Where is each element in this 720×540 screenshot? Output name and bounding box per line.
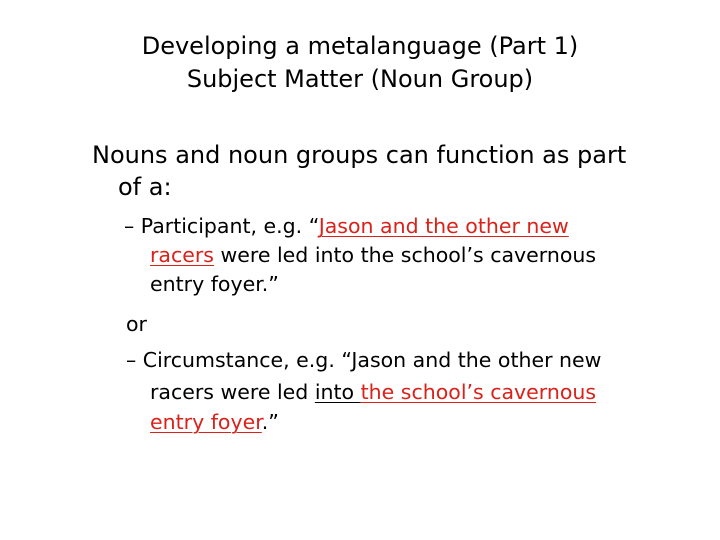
bullet-2-prefix: Circumstance, e.g. “Jason and the other new xyxy=(136,348,602,372)
bullet-2-underlined: into xyxy=(314,380,361,404)
bullet-2-dash: – xyxy=(126,348,137,372)
bullet-2-plain: racers were led xyxy=(150,380,315,404)
bullet-2-highlight-2: entry foyer xyxy=(150,410,262,434)
bullet-2-line-1 xyxy=(126,346,601,375)
connector-or: or xyxy=(126,312,147,336)
bullet-1-line-1 xyxy=(124,212,569,241)
bullet-1-line-3: entry foyer.” xyxy=(150,272,279,296)
bullet-1-highlight-1: Jason and the other new xyxy=(318,214,569,238)
bullet-2-highlight-1: the school’s cavernous xyxy=(360,380,597,404)
bullet-1-line-2 xyxy=(150,241,596,270)
title-line-2: Subject Matter (Noun Group) xyxy=(186,65,534,93)
bullet-2-line-3 xyxy=(150,408,279,437)
bullet-1-highlight-2: racers xyxy=(150,243,214,267)
bullet-1-dash: – xyxy=(124,214,135,238)
bullet-1-prefix: Participant, e.g. “ xyxy=(134,214,319,238)
bullet-2-end: .” xyxy=(261,410,279,434)
bullet-2-line-2 xyxy=(150,378,596,407)
intro-line-2: of a: xyxy=(118,173,172,201)
bullet-1-rest: were led into the school’s cavernous xyxy=(213,243,597,267)
title-line-1: Developing a metalanguage (Part 1) xyxy=(141,32,579,60)
intro-line-1: Nouns and noun groups can function as part xyxy=(92,141,627,169)
